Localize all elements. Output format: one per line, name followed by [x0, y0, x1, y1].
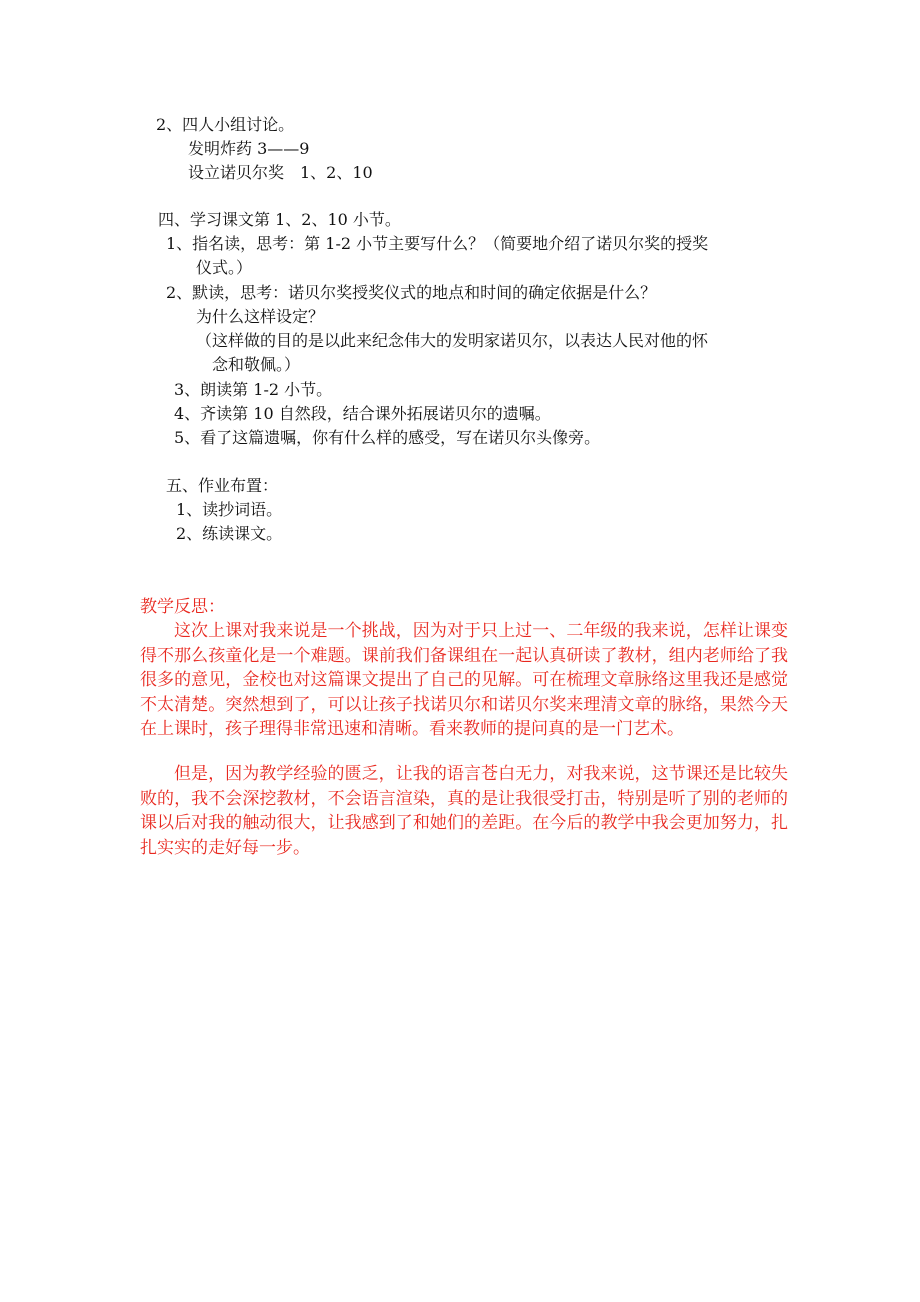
- section-4-question-4: 4、齐读第 10 自然段，结合课外拓展诺贝尔的遗嘱。: [174, 404, 551, 423]
- section-4-answer-2-cont: 念和敬佩。）: [212, 355, 301, 374]
- section-2-title: 2、四人小组讨论。: [156, 115, 295, 134]
- section-4-question-5: 5、看了这篇遗嘱，你有什么样的感受，写在诺贝尔头像旁。: [174, 428, 601, 447]
- section-5-item-2: 2、练读课文。: [176, 524, 283, 543]
- section-4-question-2: 2、默读，思考：诺贝尔奖授奖仪式的地点和时间的确定依据是什么？: [166, 283, 657, 302]
- section-4-question-3: 3、朗读第 1-2 小节。: [174, 380, 333, 399]
- reflection-paragraph-2: 但是，因为教学经验的匮乏，让我的语言苍白无力，对我来说，这节课还是比较失败的，我不会深挖教材，不会语言渲染，真的是让我很受打击，特别是听了别的老师的课以后对我的触动很大，让我感到了和她们的差距。在今后的教学中我会更加努力，扎扎实实的走好每一步。: [140, 764, 788, 858]
- section-4-title: 四、学习课文第 1、2、10 小节。: [158, 210, 401, 229]
- section-2-item-2: 设立诺贝尔奖 1、2、10: [188, 163, 373, 182]
- section-5-item-1: 1、读抄词语。: [176, 500, 283, 519]
- section-4-question-2-cont: 为什么这样设定？: [196, 307, 325, 326]
- section-5-title: 五、作业布置：: [166, 476, 279, 495]
- section-2-item-1: 发明炸药 3——9: [188, 139, 310, 158]
- reflection-paragraph-1: 这次上课对我来说是一个挑战，因为对于只上过一、二年级的我来说，怎样让课变得不那么孩童化是一个难题。课前我们备课组在一起认真研读了教材，组内老师给了我很多的意见，金校也对这篇课文提出了自己的见解。可在梳理文章脉络这里我还是感觉不太清楚。突然想到了，可以让孩子找诺贝尔和诺贝尔奖来理清文章的脉络，果然今天在上课时，孩子理得非常迅速和清晰。看来教师的提问真的是一门艺术。: [140, 621, 788, 739]
- section-4-question-1-cont: 仪式。）: [196, 258, 253, 277]
- section-4-answer-2: （这样做的目的是以此来纪念伟大的发明家诺贝尔，以表达人民对他的怀: [196, 331, 709, 350]
- section-4-question-1: 1、指名读，思考：第 1-2 小节主要写什么？（简要地介绍了诺贝尔奖的授奖: [166, 234, 709, 253]
- reflection-heading: 教学反思：: [140, 597, 225, 617]
